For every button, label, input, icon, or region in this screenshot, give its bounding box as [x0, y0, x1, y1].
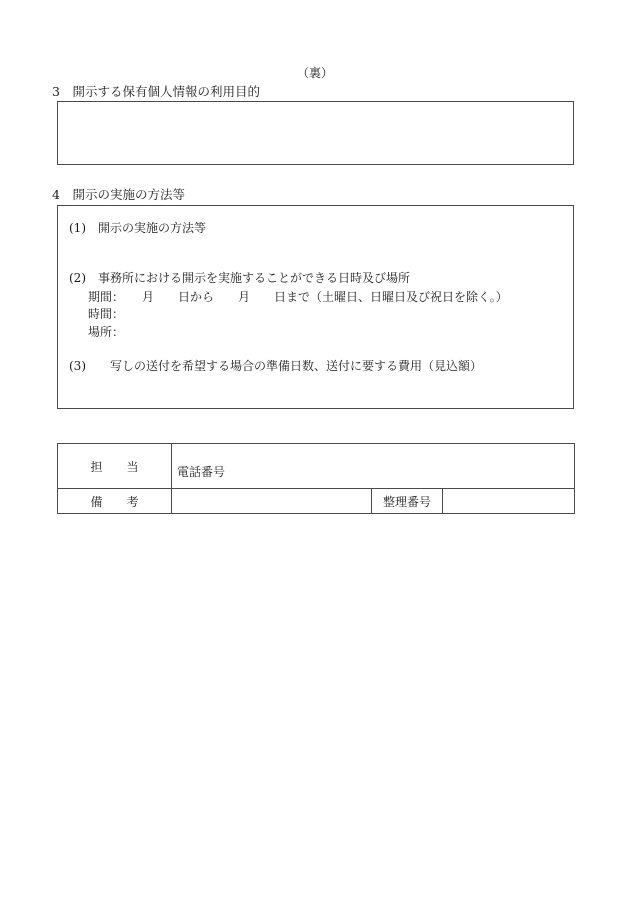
purpose-input-box[interactable]	[57, 101, 574, 165]
bikou-value-cell[interactable]	[172, 489, 372, 514]
tantou-label-cell	[58, 444, 172, 489]
bikou-label-cell	[58, 489, 172, 514]
seiri-value-cell[interactable]	[443, 489, 575, 514]
section4-heading: 4 開示の実施の方法等	[52, 187, 185, 202]
phone-cell[interactable]	[172, 444, 575, 489]
item3-copy-delivery: (3) 写しの送付を希望する場合の準備日数、送付に要する費用（見込額）	[69, 359, 483, 373]
seiri-label-cell	[372, 489, 443, 514]
tantou-label: 担 当	[90, 459, 139, 474]
page-side-label: （裏）	[296, 66, 333, 80]
place-label: 場所：	[88, 325, 125, 339]
period-line: 期間： 月 日から 月 日まで（土曜日、日曜日及び祝日を除く。）	[88, 290, 508, 304]
phone-label: 電話番号	[177, 464, 226, 479]
office-use-table	[57, 443, 575, 514]
section3-heading: 3 開示する保有個人情報の利用目的	[52, 84, 260, 99]
item1-method: (1) 開示の実施の方法等	[69, 221, 206, 235]
seiri-label: 整理番号	[382, 494, 431, 509]
item2-office-datetime-place: (2) 事務所における開示を実施することができる日時及び場所	[69, 271, 411, 285]
time-label: 時間：	[88, 307, 125, 321]
bikou-label: 備 考	[90, 494, 139, 509]
